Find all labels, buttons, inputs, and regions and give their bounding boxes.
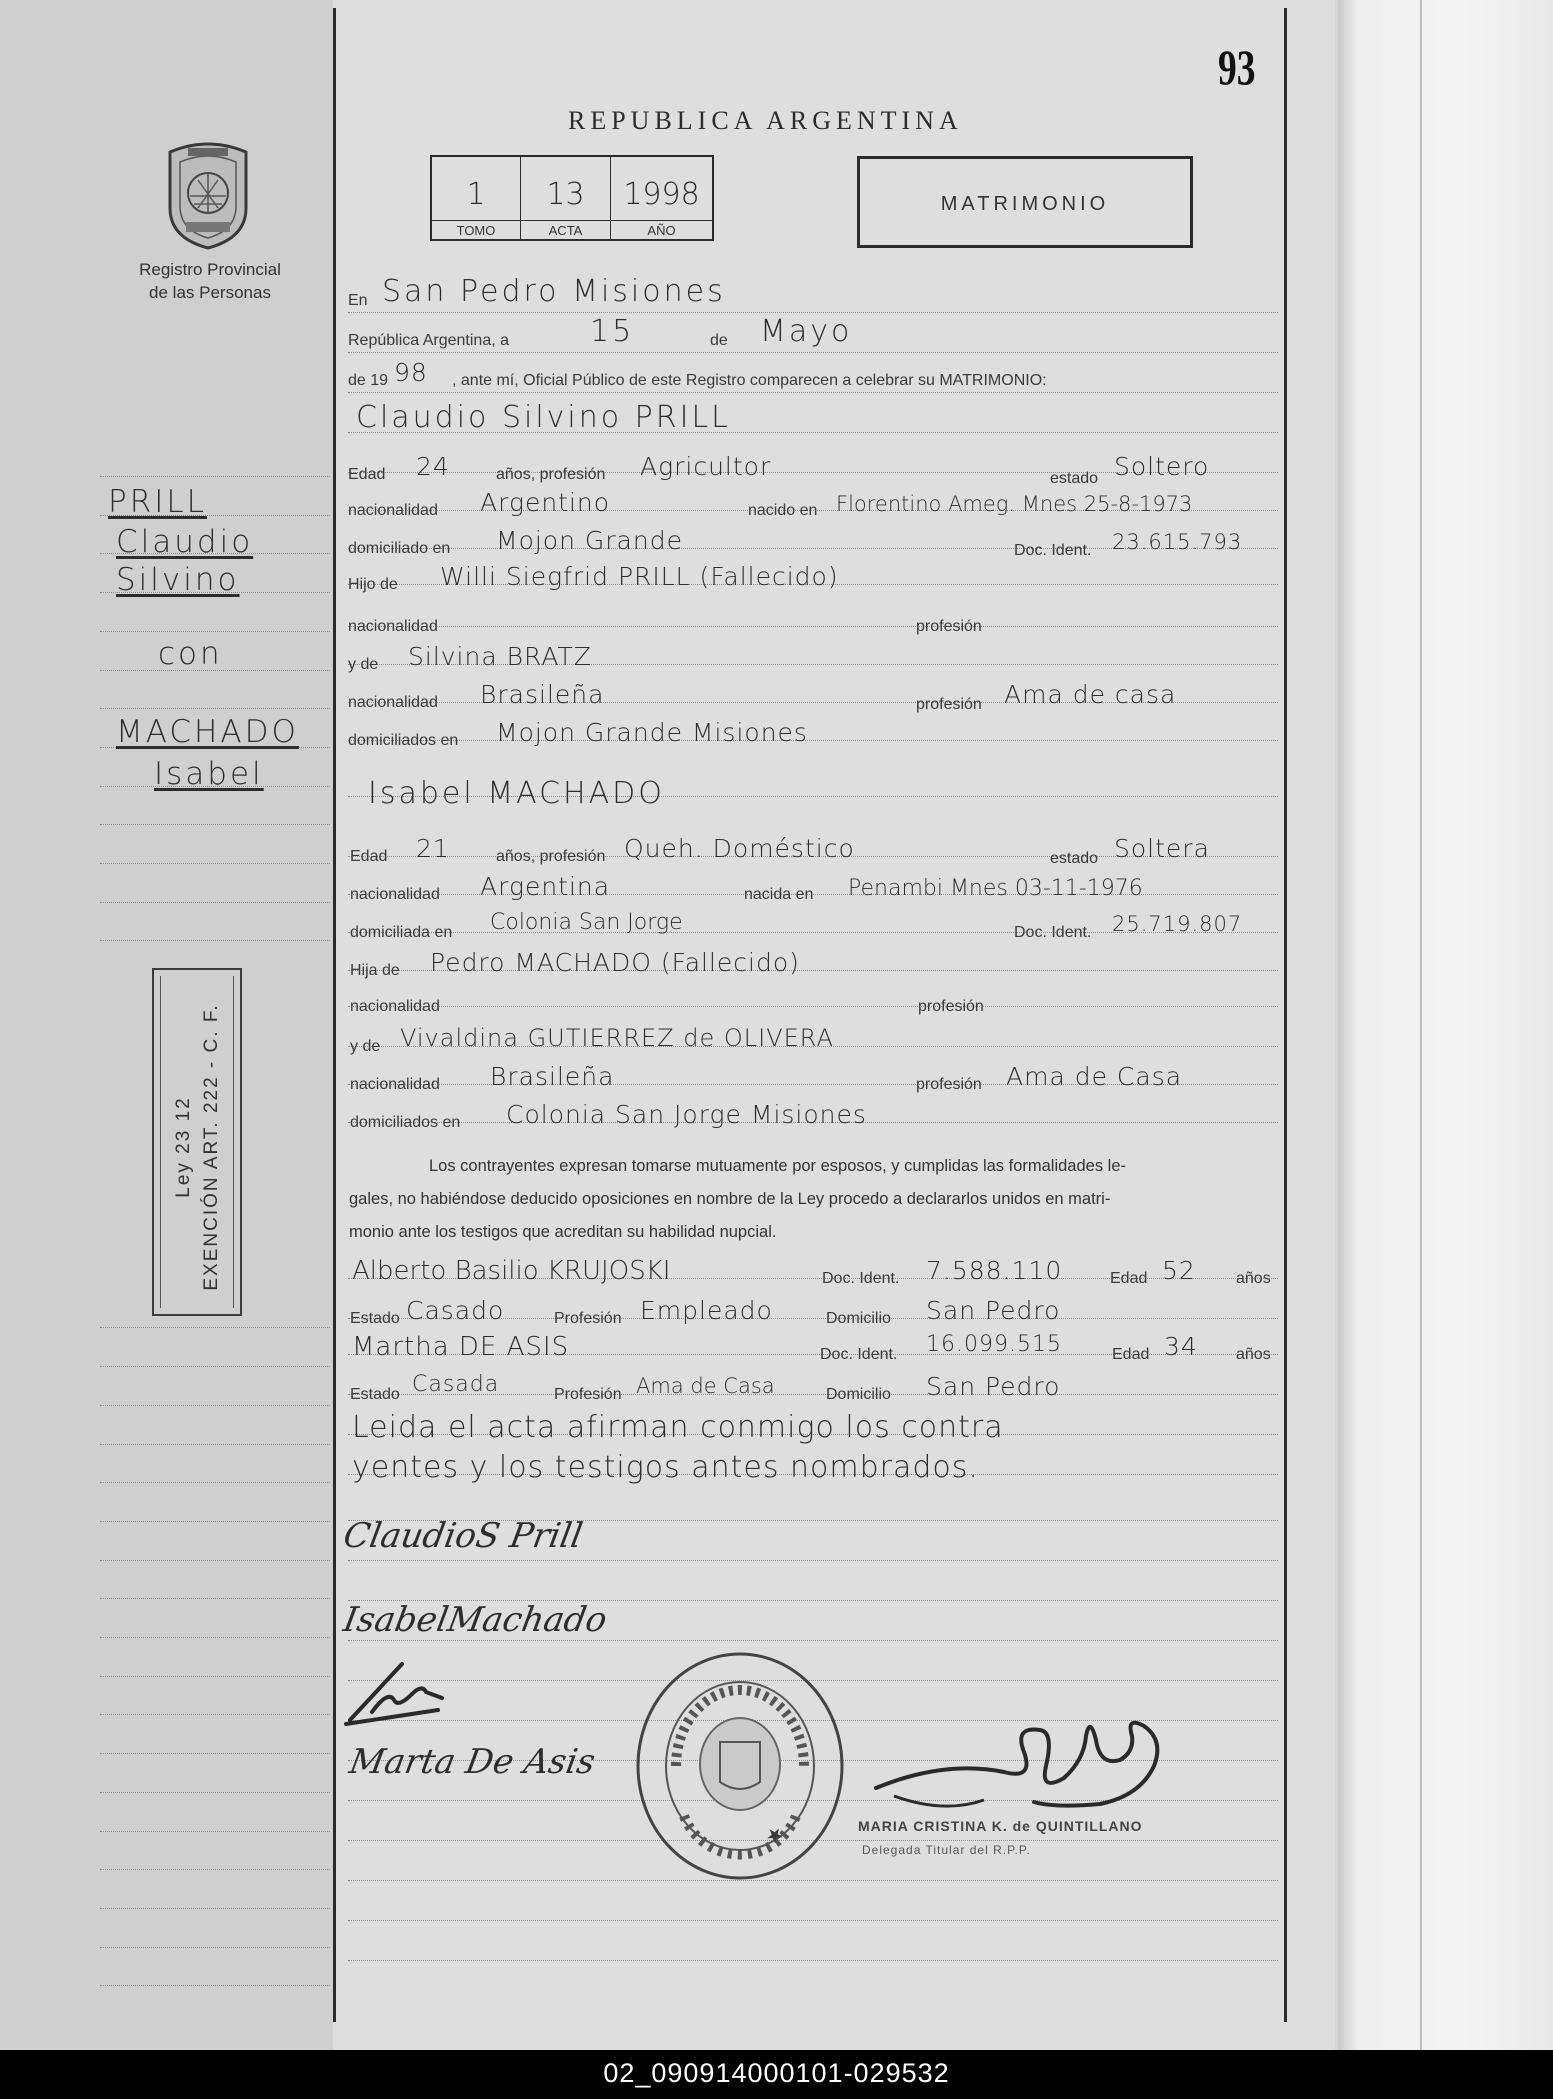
witness2-domicile: San Pedro bbox=[926, 1372, 1061, 1401]
caption-compareciente: , ante mí, Oficial Público de este Registro comparecen a celebrar su MATRIMONIO: bbox=[452, 372, 1047, 389]
groom-domicile: Mojon Grande bbox=[496, 526, 683, 555]
margin-rule-line bbox=[100, 824, 330, 825]
acta-cell bbox=[521, 157, 611, 241]
groom-mother-profession: Ama de casa bbox=[1004, 680, 1177, 709]
margin-groom-surname: PRILL bbox=[108, 484, 207, 520]
caption-doc-groom: Doc. Ident. bbox=[1014, 542, 1092, 559]
reference-box bbox=[430, 155, 714, 241]
margin-rule-left bbox=[333, 8, 336, 2022]
margin-groom-name1: Claudio bbox=[116, 524, 254, 560]
acta-label: ACTA bbox=[521, 220, 610, 238]
margin-rule-line bbox=[100, 1405, 330, 1406]
margin-rule-line bbox=[100, 1869, 330, 1870]
exemption-line2: EXENCIÓN ART. 222 - C. F. bbox=[201, 1003, 222, 1291]
main-rule-line bbox=[348, 352, 1278, 353]
margin-rule-line bbox=[100, 1792, 330, 1793]
groom-father: Willi Siegfrid PRILL (Fallecido) bbox=[440, 562, 839, 591]
day: 15 bbox=[590, 314, 635, 349]
margin-rule-line bbox=[100, 863, 330, 864]
registry-name bbox=[104, 258, 316, 304]
act-type-box bbox=[857, 156, 1193, 248]
caption-en: En bbox=[348, 292, 368, 309]
ano-value: 1998 bbox=[623, 177, 700, 212]
main-rule-line bbox=[348, 1960, 1278, 1961]
registry-name-line2: de las Personas bbox=[149, 283, 271, 302]
exemption-stamp bbox=[152, 968, 242, 1316]
ano-cell bbox=[611, 157, 712, 241]
bride-age: 21 bbox=[416, 834, 450, 863]
act-type: MATRIMONIO bbox=[940, 193, 1110, 215]
binding-edge-line bbox=[1420, 0, 1422, 2050]
caption-estado-w1: Estado bbox=[350, 1310, 400, 1327]
declaration-line1: Los contrayentes expresan tomarse mutuamente por esposos, y cumplidas las formalidades le- bbox=[429, 1157, 1127, 1175]
caption-profesion-bfather: profesión bbox=[918, 998, 984, 1015]
caption-nacionalidad-father: nacionalidad bbox=[348, 618, 438, 635]
caption-profesion-w1: Profesión bbox=[554, 1310, 622, 1327]
margin-rule-line bbox=[100, 1908, 330, 1909]
caption-domiciliada: domiciliada en bbox=[350, 924, 453, 941]
caption-doc-w2: Doc. Ident. bbox=[820, 1346, 898, 1363]
caption-nacionalidad-bfather: nacionalidad bbox=[350, 998, 440, 1015]
caption-hijo-de: Hijo de bbox=[348, 576, 398, 593]
caption-edad-w2: Edad bbox=[1112, 1346, 1150, 1363]
tomo-label: TOMO bbox=[432, 220, 520, 238]
bride-birth: Penambi Mnes 03-11-1976 bbox=[848, 876, 1143, 901]
groom-mother: Silvina BRATZ bbox=[408, 642, 592, 671]
bride-doc: 25.719.807 bbox=[1112, 912, 1243, 936]
margin-rule-line bbox=[100, 476, 330, 477]
groom-status: Soltero bbox=[1114, 452, 1210, 481]
witness1-signature-icon bbox=[342, 1650, 452, 1730]
main-rule-line bbox=[348, 740, 1278, 741]
caption-domiciliados: domiciliados en bbox=[348, 732, 459, 749]
groom-birth: Florentino Ameg. Mnes 25-8-1973 bbox=[836, 492, 1193, 516]
margin-rule-line bbox=[100, 1637, 330, 1638]
margin-rule-line bbox=[100, 1560, 330, 1561]
margin-rule-line bbox=[100, 940, 330, 941]
groom-doc: 23.615.793 bbox=[1112, 530, 1243, 554]
round-seal-icon bbox=[632, 1646, 848, 1886]
exemption-line1: Ley 23 12 bbox=[173, 1096, 194, 1198]
caption-estado: estado bbox=[1050, 470, 1099, 487]
bride-signature: IsabelMachado bbox=[340, 1600, 610, 1640]
bride-status: Soltera bbox=[1114, 834, 1210, 863]
caption-domicilio-w1: Domicilio bbox=[826, 1310, 891, 1327]
file-id: 02_090914000101-029532 bbox=[603, 2058, 950, 2088]
witness1-status: Casado bbox=[406, 1296, 505, 1325]
groom-nationality: Argentino bbox=[480, 488, 611, 517]
bride-mother-nationality: Brasileña bbox=[490, 1062, 615, 1091]
margin-rule-line bbox=[100, 1482, 330, 1483]
margin-rule-line bbox=[100, 708, 330, 709]
bride-parents-domicile: Colonia San Jorge Misiones bbox=[506, 1100, 867, 1129]
caption-nacionalidad-bride: nacionalidad bbox=[350, 886, 440, 903]
caption-republica: República Argentina, a bbox=[348, 332, 509, 349]
caption-nacionalidad-mother: nacionalidad bbox=[348, 694, 438, 711]
margin-rule-line bbox=[100, 1676, 330, 1677]
year-suffix: 98 bbox=[394, 358, 428, 387]
caption-nacionalidad: nacionalidad bbox=[348, 502, 438, 519]
caption-y-de: y de bbox=[348, 656, 379, 673]
caption-estado-w2: Estado bbox=[350, 1386, 400, 1403]
main-rule-line bbox=[348, 1920, 1278, 1921]
main-rule-line bbox=[348, 626, 1278, 627]
caption-anos-profesion-bride: años, profesión bbox=[496, 848, 606, 865]
caption-doc-w1: Doc. Ident. bbox=[822, 1270, 900, 1287]
witness2-signature: Marta De Asis bbox=[346, 1742, 599, 1782]
closing-line1: Leida el acta afirman conmigo los contra bbox=[352, 1410, 1004, 1445]
groom-signature: ClaudioS Prill bbox=[340, 1516, 586, 1556]
caption-anos-w2: años bbox=[1236, 1346, 1271, 1363]
margin-rule-line bbox=[100, 1521, 330, 1522]
margin-connector: con bbox=[158, 636, 223, 672]
main-rule-line bbox=[348, 1006, 1278, 1007]
caption-domiciliados-bride: domiciliados en bbox=[350, 1114, 461, 1131]
witness2-doc: 16.099.515 bbox=[926, 1332, 1062, 1357]
month: Mayo bbox=[760, 314, 853, 349]
groom-full-name: Claudio Silvino PRILL bbox=[356, 400, 731, 435]
registry-name-line1: Registro Provincial bbox=[139, 260, 281, 279]
witness1-domicile: San Pedro bbox=[926, 1296, 1061, 1325]
groom-mother-nationality: Brasileña bbox=[480, 680, 605, 709]
margin-rule-line bbox=[100, 1598, 330, 1599]
caption-estado-bride: estado bbox=[1050, 850, 1099, 867]
official-signature-icon bbox=[864, 1696, 1190, 1826]
witness2-profession: Ama de Casa bbox=[636, 1374, 775, 1398]
witness2-status: Casada bbox=[412, 1372, 500, 1397]
main-rule-line bbox=[348, 312, 1278, 313]
margin-bride-surname: MACHADO bbox=[116, 714, 299, 750]
bride-full-name: Isabel MACHADO bbox=[368, 776, 665, 811]
witness1-doc: 7.588.110 bbox=[926, 1256, 1063, 1285]
margin-rule-line bbox=[100, 631, 330, 632]
bride-mother: Vivaldina GUTIERREZ de OLIVERA bbox=[400, 1024, 834, 1052]
margin-rule-line bbox=[100, 1831, 330, 1832]
caption-hija-de: Hija de bbox=[350, 962, 400, 979]
bride-nationality: Argentina bbox=[480, 872, 611, 901]
tomo-value: 1 bbox=[466, 177, 486, 212]
caption-domiciliado: domiciliado en bbox=[348, 540, 451, 557]
margin-groom-name2: Silvino bbox=[116, 562, 240, 598]
margin-rule-line bbox=[100, 1327, 330, 1328]
main-rule-line bbox=[348, 1640, 1278, 1641]
margin-rule-right bbox=[1284, 8, 1287, 2022]
bride-profession: Queh. Doméstico bbox=[624, 834, 855, 863]
margin-rule-line bbox=[100, 1444, 330, 1445]
caption-de: de bbox=[710, 332, 728, 349]
caption-profesion-w2: Profesión bbox=[554, 1386, 622, 1403]
place: San Pedro Misiones bbox=[382, 274, 726, 309]
margin-rule-line bbox=[100, 1947, 330, 1948]
caption-nacido-en: nacido en bbox=[748, 502, 818, 519]
caption-profesion-mother: profesión bbox=[916, 696, 982, 713]
caption-y-de-bride: y de bbox=[350, 1038, 381, 1055]
declaration-line2: gales, no habiéndose deducido oposiciones en nombre de la Ley procedo a declararlos unidos en matri- bbox=[349, 1190, 1111, 1208]
acta-value: 13 bbox=[546, 177, 585, 212]
official-name: MARIA CRISTINA K. de QUINTILLANO bbox=[858, 1818, 1143, 1834]
main-rule-line bbox=[348, 1560, 1278, 1561]
caption-edad-w1: Edad bbox=[1110, 1270, 1148, 1287]
caption-anos-profesion: años, profesión bbox=[496, 466, 606, 483]
witness1-profession: Empleado bbox=[640, 1296, 773, 1325]
closing-line2: yentes y los testigos antes nombrados. bbox=[352, 1450, 979, 1485]
provincial-seal-icon bbox=[158, 138, 258, 250]
witness1-age: 52 bbox=[1162, 1256, 1196, 1285]
margin-rule-line bbox=[100, 1753, 330, 1754]
witness1-name: Alberto Basilio KRUJOSKI bbox=[352, 1256, 671, 1286]
bride-domicile: Colonia San Jorge bbox=[490, 910, 683, 935]
margin-rule-line bbox=[100, 1714, 330, 1715]
margin-rule-line bbox=[100, 902, 330, 903]
tomo-cell bbox=[432, 157, 521, 241]
witness2-name: Martha DE ASIS bbox=[352, 1332, 570, 1362]
caption-edad-bride: Edad bbox=[350, 848, 388, 865]
caption-profesion-bmother: profesión bbox=[916, 1076, 982, 1093]
caption-nacida-en: nacida en bbox=[744, 886, 814, 903]
svg-text:★: ★ bbox=[761, 1821, 789, 1850]
margin-rule-line bbox=[100, 1366, 330, 1367]
page-number: 93 bbox=[1218, 39, 1256, 95]
groom-age: 24 bbox=[416, 452, 450, 481]
caption-edad: Edad bbox=[348, 466, 386, 483]
country-heading: REPUBLICA ARGENTINA bbox=[568, 106, 963, 135]
caption-anos-w1: años bbox=[1236, 1270, 1271, 1287]
groom-profession: Agricultor bbox=[640, 452, 772, 481]
caption-domicilio-w2: Domicilio bbox=[826, 1386, 891, 1403]
official-title: Delegada Titular del R.P.P. bbox=[862, 1843, 1031, 1857]
margin-rule-line bbox=[100, 1985, 330, 1986]
witness2-age: 34 bbox=[1164, 1332, 1198, 1361]
declaration-line3: monio ante los testigos que acreditan su habilidad nupcial. bbox=[349, 1223, 777, 1241]
main-rule-line bbox=[348, 392, 1278, 393]
caption-profesion-father: profesión bbox=[916, 618, 982, 635]
margin-bride-name: Isabel bbox=[154, 756, 264, 792]
bride-mother-profession: Ama de Casa bbox=[1006, 1062, 1183, 1091]
caption-de-19: de 19 bbox=[348, 372, 389, 389]
caption-nacionalidad-bmother: nacionalidad bbox=[350, 1076, 440, 1093]
groom-parents-domicile: Mojon Grande Misiones bbox=[496, 718, 808, 747]
ano-label: AÑO bbox=[611, 220, 712, 238]
caption-doc-bride: Doc. Ident. bbox=[1014, 924, 1092, 941]
binding-edge bbox=[1338, 0, 1553, 2050]
bride-father: Pedro MACHADO (Fallecido) bbox=[430, 948, 800, 977]
